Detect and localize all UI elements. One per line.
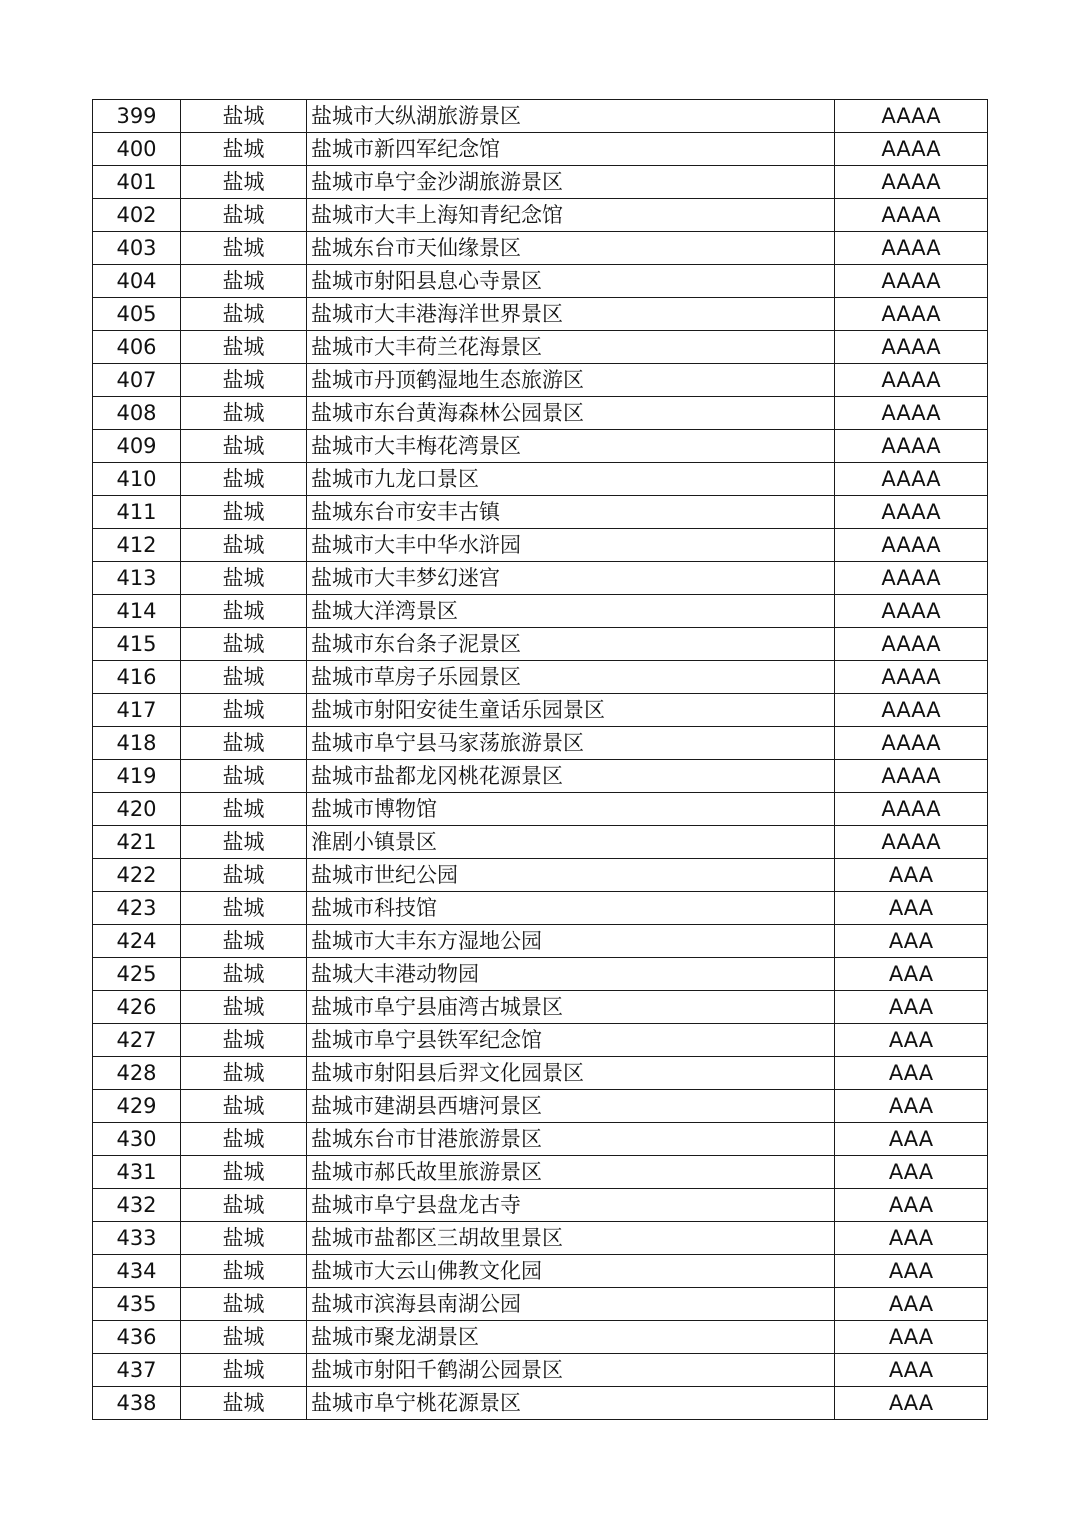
row-number: 427: [93, 1024, 181, 1057]
row-grade: AAAA: [835, 661, 988, 694]
table-row: [93, 958, 988, 991]
table-row: [93, 793, 988, 826]
row-grade: AAAA: [835, 331, 988, 364]
row-grade: AAA: [835, 991, 988, 1024]
row-city: 盐城: [181, 496, 307, 529]
row-grade: AAAA: [835, 232, 988, 265]
row-city: 盐城: [181, 1354, 307, 1387]
row-grade: AAA: [835, 1024, 988, 1057]
table-body: [93, 100, 988, 1420]
row-scenic-name: 盐城市射阳千鹤湖公园景区: [307, 1354, 835, 1387]
row-grade: AAA: [835, 1189, 988, 1222]
row-grade: AAAA: [835, 166, 988, 199]
row-city: 盐城: [181, 760, 307, 793]
row-scenic-name: 盐城市阜宁县盘龙古寺: [307, 1189, 835, 1222]
row-number: 423: [93, 892, 181, 925]
row-number: 430: [93, 1123, 181, 1156]
table-row: [93, 1321, 988, 1354]
row-number: 418: [93, 727, 181, 760]
table-row: [93, 1090, 988, 1123]
row-grade: AAAA: [835, 529, 988, 562]
row-city: 盐城: [181, 727, 307, 760]
row-number: 411: [93, 496, 181, 529]
table-row: [93, 892, 988, 925]
row-city: 盐城: [181, 562, 307, 595]
row-city: 盐城: [181, 1222, 307, 1255]
row-number: 405: [93, 298, 181, 331]
row-grade: AAAA: [835, 760, 988, 793]
row-scenic-name: 盐城市大丰梦幻迷宫: [307, 562, 835, 595]
row-city: 盐城: [181, 958, 307, 991]
row-city: 盐城: [181, 100, 307, 133]
row-grade: AAA: [835, 1321, 988, 1354]
row-number: 416: [93, 661, 181, 694]
row-scenic-name: 盐城市东台条子泥景区: [307, 628, 835, 661]
row-scenic-name: 盐城市世纪公园: [307, 859, 835, 892]
table-row: [93, 925, 988, 958]
row-grade: AAAA: [835, 298, 988, 331]
row-grade: AAA: [835, 892, 988, 925]
row-grade: AAA: [835, 1123, 988, 1156]
table-row: [93, 232, 988, 265]
row-number: 402: [93, 199, 181, 232]
row-number: 417: [93, 694, 181, 727]
row-scenic-name: 盐城市建湖县西塘河景区: [307, 1090, 835, 1123]
row-grade: AAAA: [835, 628, 988, 661]
row-grade: AAAA: [835, 595, 988, 628]
row-scenic-name: 盐城大洋湾景区: [307, 595, 835, 628]
row-city: 盐城: [181, 166, 307, 199]
row-city: 盐城: [181, 298, 307, 331]
table-row: [93, 397, 988, 430]
table-row: [93, 760, 988, 793]
row-grade: AAA: [835, 1354, 988, 1387]
row-city: 盐城: [181, 1057, 307, 1090]
row-scenic-name: 盐城市九龙口景区: [307, 463, 835, 496]
row-grade: AAAA: [835, 397, 988, 430]
row-scenic-name: 淮剧小镇景区: [307, 826, 835, 859]
row-number: 401: [93, 166, 181, 199]
row-city: 盐城: [181, 1123, 307, 1156]
row-number: 408: [93, 397, 181, 430]
row-scenic-name: 盐城市大丰中华水浒园: [307, 529, 835, 562]
table-row: [93, 496, 988, 529]
row-city: 盐城: [181, 199, 307, 232]
table-row: [93, 1255, 988, 1288]
table-row: [93, 166, 988, 199]
row-grade: AAA: [835, 958, 988, 991]
table-row: [93, 595, 988, 628]
row-scenic-name: 盐城市郝氏故里旅游景区: [307, 1156, 835, 1189]
row-grade: AAA: [835, 925, 988, 958]
table-row: [93, 562, 988, 595]
table-row: [93, 991, 988, 1024]
row-scenic-name: 盐城市阜宁县马家荡旅游景区: [307, 727, 835, 760]
row-scenic-name: 盐城东台市天仙缘景区: [307, 232, 835, 265]
row-city: 盐城: [181, 859, 307, 892]
row-grade: AAA: [835, 1057, 988, 1090]
row-city: 盐城: [181, 331, 307, 364]
table-row: [93, 298, 988, 331]
row-grade: AAA: [835, 1255, 988, 1288]
row-city: 盐城: [181, 232, 307, 265]
row-number: 424: [93, 925, 181, 958]
row-grade: AAAA: [835, 562, 988, 595]
row-scenic-name: 盐城市丹顶鹤湿地生态旅游区: [307, 364, 835, 397]
row-scenic-name: 盐城东台市安丰古镇: [307, 496, 835, 529]
row-city: 盐城: [181, 826, 307, 859]
table-row: [93, 430, 988, 463]
row-number: 410: [93, 463, 181, 496]
row-scenic-name: 盐城市大云山佛教文化园: [307, 1255, 835, 1288]
table-row: [93, 100, 988, 133]
row-scenic-name: 盐城市盐都龙冈桃花源景区: [307, 760, 835, 793]
row-city: 盐城: [181, 529, 307, 562]
table-row: [93, 661, 988, 694]
row-scenic-name: 盐城市科技馆: [307, 892, 835, 925]
row-city: 盐城: [181, 133, 307, 166]
row-number: 438: [93, 1387, 181, 1420]
table-row: [93, 1288, 988, 1321]
table-row: [93, 1123, 988, 1156]
row-scenic-name: 盐城市大丰东方湿地公园: [307, 925, 835, 958]
table-row: [93, 1189, 988, 1222]
row-city: 盐城: [181, 364, 307, 397]
row-scenic-name: 盐城市聚龙湖景区: [307, 1321, 835, 1354]
row-number: 406: [93, 331, 181, 364]
row-city: 盐城: [181, 694, 307, 727]
row-grade: AAA: [835, 1090, 988, 1123]
row-city: 盐城: [181, 1090, 307, 1123]
row-number: 399: [93, 100, 181, 133]
table-row: [93, 265, 988, 298]
row-grade: AAA: [835, 859, 988, 892]
row-city: 盐城: [181, 1024, 307, 1057]
table-row: [93, 1354, 988, 1387]
row-grade: AAA: [835, 1387, 988, 1420]
row-grade: AAAA: [835, 694, 988, 727]
table-row: [93, 1156, 988, 1189]
row-number: 434: [93, 1255, 181, 1288]
row-grade: AAAA: [835, 793, 988, 826]
row-scenic-name: 盐城市滨海县南湖公园: [307, 1288, 835, 1321]
row-scenic-name: 盐城市大丰港海洋世界景区: [307, 298, 835, 331]
row-number: 403: [93, 232, 181, 265]
table-row: [93, 133, 988, 166]
row-city: 盐城: [181, 661, 307, 694]
row-scenic-name: 盐城市草房子乐园景区: [307, 661, 835, 694]
row-scenic-name: 盐城东台市甘港旅游景区: [307, 1123, 835, 1156]
row-city: 盐城: [181, 1288, 307, 1321]
row-number: 400: [93, 133, 181, 166]
row-scenic-name: 盐城市大丰上海知青纪念馆: [307, 199, 835, 232]
row-grade: AAA: [835, 1288, 988, 1321]
row-number: 419: [93, 760, 181, 793]
row-city: 盐城: [181, 628, 307, 661]
table-row: [93, 529, 988, 562]
row-scenic-name: 盐城市射阳安徒生童话乐园景区: [307, 694, 835, 727]
row-city: 盐城: [181, 1189, 307, 1222]
row-scenic-name: 盐城市阜宁县铁军纪念馆: [307, 1024, 835, 1057]
table-row: [93, 364, 988, 397]
table-row: [93, 859, 988, 892]
row-grade: AAAA: [835, 199, 988, 232]
row-city: 盐城: [181, 1255, 307, 1288]
row-number: 425: [93, 958, 181, 991]
table-row: [93, 694, 988, 727]
row-number: 428: [93, 1057, 181, 1090]
row-grade: AAA: [835, 1222, 988, 1255]
row-grade: AAAA: [835, 826, 988, 859]
row-city: 盐城: [181, 1156, 307, 1189]
scenic-area-table: [92, 99, 988, 1420]
table-row: [93, 1387, 988, 1420]
row-number: 421: [93, 826, 181, 859]
row-number: 426: [93, 991, 181, 1024]
row-scenic-name: 盐城市阜宁金沙湖旅游景区: [307, 166, 835, 199]
row-city: 盐城: [181, 1321, 307, 1354]
table-row: [93, 1222, 988, 1255]
row-number: 437: [93, 1354, 181, 1387]
row-city: 盐城: [181, 463, 307, 496]
row-number: 413: [93, 562, 181, 595]
row-city: 盐城: [181, 430, 307, 463]
row-scenic-name: 盐城市东台黄海森林公园景区: [307, 397, 835, 430]
row-grade: AAA: [835, 1156, 988, 1189]
table-row: [93, 1024, 988, 1057]
row-grade: AAAA: [835, 364, 988, 397]
row-number: 415: [93, 628, 181, 661]
row-scenic-name: 盐城市博物馆: [307, 793, 835, 826]
row-number: 407: [93, 364, 181, 397]
row-grade: AAAA: [835, 727, 988, 760]
row-number: 404: [93, 265, 181, 298]
row-scenic-name: 盐城市盐都区三胡故里景区: [307, 1222, 835, 1255]
row-scenic-name: 盐城市阜宁桃花源景区: [307, 1387, 835, 1420]
row-scenic-name: 盐城市大丰梅花湾景区: [307, 430, 835, 463]
row-number: 429: [93, 1090, 181, 1123]
row-number: 432: [93, 1189, 181, 1222]
row-number: 412: [93, 529, 181, 562]
row-city: 盐城: [181, 265, 307, 298]
table-row: [93, 199, 988, 232]
row-grade: AAAA: [835, 430, 988, 463]
row-city: 盐城: [181, 595, 307, 628]
table-row: [93, 826, 988, 859]
row-number: 422: [93, 859, 181, 892]
row-grade: AAAA: [835, 463, 988, 496]
row-city: 盐城: [181, 397, 307, 430]
row-number: 409: [93, 430, 181, 463]
row-scenic-name: 盐城市射阳县息心寺景区: [307, 265, 835, 298]
row-scenic-name: 盐城市新四军纪念馆: [307, 133, 835, 166]
row-city: 盐城: [181, 892, 307, 925]
table-row: [93, 628, 988, 661]
row-grade: AAAA: [835, 496, 988, 529]
table-row: [93, 727, 988, 760]
row-number: 436: [93, 1321, 181, 1354]
row-number: 431: [93, 1156, 181, 1189]
row-city: 盐城: [181, 991, 307, 1024]
row-number: 420: [93, 793, 181, 826]
row-scenic-name: 盐城市大丰荷兰花海景区: [307, 331, 835, 364]
table-row: [93, 1057, 988, 1090]
row-scenic-name: 盐城市射阳县后羿文化园景区: [307, 1057, 835, 1090]
row-grade: AAAA: [835, 100, 988, 133]
table-row: [93, 331, 988, 364]
row-city: 盐城: [181, 925, 307, 958]
table-row: [93, 463, 988, 496]
row-number: 433: [93, 1222, 181, 1255]
row-scenic-name: 盐城市大纵湖旅游景区: [307, 100, 835, 133]
row-scenic-name: 盐城市阜宁县庙湾古城景区: [307, 991, 835, 1024]
row-number: 435: [93, 1288, 181, 1321]
row-scenic-name: 盐城大丰港动物园: [307, 958, 835, 991]
row-number: 414: [93, 595, 181, 628]
row-city: 盐城: [181, 1387, 307, 1420]
row-grade: AAAA: [835, 265, 988, 298]
row-city: 盐城: [181, 793, 307, 826]
row-grade: AAAA: [835, 133, 988, 166]
